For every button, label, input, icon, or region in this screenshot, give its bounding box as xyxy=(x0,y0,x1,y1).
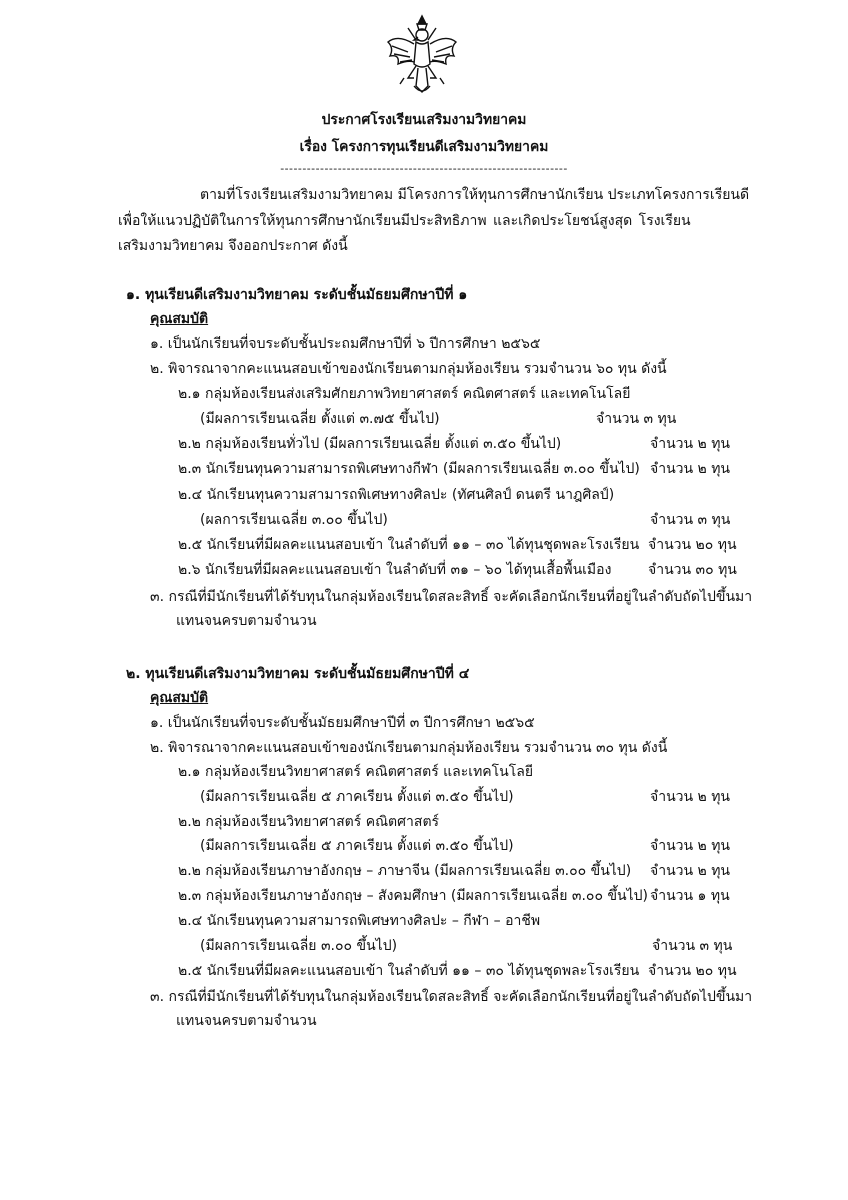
section-1-item-2-1-amount: จำนวน ๓ ทุน xyxy=(596,411,677,427)
section-1-item-2-2-amount: จำนวน ๒ ทุน xyxy=(650,436,730,452)
section-2-item-2-4-amount: จำนวน ๑ ทุน xyxy=(650,888,730,904)
section-2-item-2-6-amount: จำนวน ๒๐ ทุน xyxy=(648,963,737,979)
intro-line-1: ตามที่โรงเรียนเสริมงามวิทยาคม มีโครงการให้ทุนการศึกษานักเรียน ประเภทโครงการเรียนดี xyxy=(200,187,750,203)
section-2-item-2-1-amount: จำนวน ๒ ทุน xyxy=(650,789,730,805)
section-1-qualification-label: คุณสมบัติ xyxy=(150,311,209,327)
section-2-qualification-3: ๓. กรณีที่มีนักเรียนที่ได้รับทุนในกลุ่มห้องเรียนใดสละสิทธิ์ จะคัดเลือกนักเรียนที่อยู่ในลำดับถัดไปขึ้นมา xyxy=(150,989,753,1005)
section-1-qualification-3-cont: แทนจนครบตามจำนวน xyxy=(176,613,317,629)
announcement-subject: เรื่อง โครงการทุนเรียนดีเสริมงามวิทยาคม xyxy=(299,139,549,155)
section-1-item-2-4-condition: (ผลการเรียนเฉลี่ย ๓.๐๐ ขึ้นไป) xyxy=(200,512,388,528)
section-2-item-2-2: ๒.๒ กลุ่มห้องเรียนวิทยาศาสตร์ คณิตศาสตร์ xyxy=(178,814,440,830)
section-1-item-2-4-amount: จำนวน ๓ ทุน xyxy=(650,512,731,528)
section-1-qualification-1: ๑. เป็นนักเรียนที่จบระดับชั้นประถมศึกษาปีที่ ๖ ปีการศึกษา ๒๕๖๕ xyxy=(150,336,541,352)
section-1-item-2-4: ๒.๔ นักเรียนทุนความสามารถพิเศษทางศิลปะ (ทัศนศิลป์ ดนตรี นาฎศิลป์) xyxy=(178,487,615,503)
section-1-item-2-6: ๒.๖ นักเรียนที่มีผลคะแนนสอบเข้า ในลำดับที่ ๓๑ – ๖๐ ได้ทุนเสื้อพื้นเมือง xyxy=(178,562,612,578)
section-1-qualification-3: ๓. กรณีที่มีนักเรียนที่ได้รับทุนในกลุ่มห้องเรียนใดสละสิทธิ์ จะคัดเลือกนักเรียนที่อยู่ในลำดับถัดไปขึ้นมา xyxy=(150,589,753,605)
section-1-item-2-1: ๒.๑ กลุ่มห้องเรียนส่งเสริมศักยภาพวิทยาศาสตร์ คณิตศาสตร์ และเทคโนโลยี xyxy=(178,386,631,402)
section-2-item-2-3-amount: จำนวน ๒ ทุน xyxy=(650,863,730,879)
section-1-item-2-3: ๒.๓ นักเรียนทุนความสามารถพิเศษทางกีฬา (มีผลการเรียนเฉลี่ย ๓.๐๐ ขึ้นไป) xyxy=(178,461,640,477)
section-2-item-2-6: ๒.๕ นักเรียนที่มีผลคะแนนสอบเข้า ในลำดับที่ ๑๑ – ๓๐ ได้ทุนชุดพละโรงเรียน xyxy=(178,963,640,979)
intro-line-2: เพื่อให้แนวปฏิบัติในการให้ทุนการศึกษานักเรียนมีประสิทธิภาพ และเกิดประโยชน์สูงสุด โรงเรียน xyxy=(118,213,691,229)
section-1-item-2-1-condition: (มีผลการเรียนเฉลี่ย ตั้งแต่ ๓.๗๕ ขึ้นไป) xyxy=(200,411,440,427)
garuda-emblem-icon xyxy=(384,12,460,98)
section-2-heading: ๒. ทุนเรียนดีเสริมงามวิทยาคม ระดับชั้นมัธยมศึกษาปีที่ ๔ xyxy=(126,666,470,682)
section-2-item-2-1-condition: (มีผลการเรียนเฉลี่ย ๕ ภาคเรียน ตั้งแต่ ๓.๕๐ ขึ้นไป) xyxy=(200,789,514,805)
intro-line-3: เสริมงามวิทยาคม จึงออกประกาศ ดังนี้ xyxy=(118,238,348,254)
section-2-item-2-4: ๒.๓ กลุ่มห้องเรียนภาษาอังกฤษ – สังคมศึกษา (มีผลการเรียนเฉลี่ย ๓.๐๐ ขึ้นไป) xyxy=(178,888,648,904)
section-1-item-2-6-amount: จำนวน ๓๐ ทุน xyxy=(648,562,737,578)
section-1-item-2-5: ๒.๕ นักเรียนที่มีผลคะแนนสอบเข้า ในลำดับที่ ๑๑ – ๓๐ ได้ทุนชุดพละโรงเรียน xyxy=(178,537,640,553)
section-2-qualification-2: ๒. พิจารณาจากคะแนนสอบเข้าของนักเรียนตามกลุ่มห้องเรียน รวมจำนวน ๓๐ ทุน ดังนี้ xyxy=(150,740,668,756)
section-2-item-2-5-amount: จำนวน ๓ ทุน xyxy=(652,938,733,954)
section-1-item-2-5-amount: จำนวน ๒๐ ทุน xyxy=(648,537,737,553)
section-2-item-2-5: ๒.๔ นักเรียนทุนความสามารถพิเศษทางศิลปะ – กีฬา – อาชีพ xyxy=(178,913,541,929)
section-1-heading: ๑. ทุนเรียนดีเสริมงามวิทยาคม ระดับชั้นมัธยมศึกษาปีที่ ๑ xyxy=(126,287,468,303)
section-1-item-2-3-amount: จำนวน ๒ ทุน xyxy=(650,461,730,477)
section-1-item-2-2: ๒.๒ กลุ่มห้องเรียนทั่วไป (มีผลการเรียนเฉลี่ย ตั้งแต่ ๓.๕๐ ขึ้นไป) xyxy=(178,436,562,452)
section-2-qualification-label: คุณสมบัติ xyxy=(150,690,209,706)
section-2-item-2-1: ๒.๑ กลุ่มห้องเรียนวิทยาศาสตร์ คณิตศาสตร์ และเทคโนโลยี xyxy=(178,764,534,780)
section-2-item-2-3: ๒.๒ กลุ่มห้องเรียนภาษาอังกฤษ – ภาษาจีน (มีผลการเรียนเฉลี่ย ๓.๐๐ ขึ้นไป) xyxy=(178,863,632,879)
section-2-qualification-1: ๑. เป็นนักเรียนที่จบระดับชั้นมัธยมศึกษาปีที่ ๓ ปีการศึกษา ๒๕๖๕ xyxy=(150,715,535,731)
title-divider: ----------------------------------------------------------------- xyxy=(280,162,568,175)
section-2-item-2-2-amount: จำนวน ๒ ทุน xyxy=(650,838,730,854)
section-1-qualification-2: ๒. พิจารณาจากคะแนนสอบเข้าของนักเรียนตามกลุ่มห้องเรียน รวมจำนวน ๖๐ ทุน ดังนี้ xyxy=(150,361,667,377)
section-2-qualification-3-cont: แทนจนครบตามจำนวน xyxy=(176,1013,317,1029)
section-2-item-2-2-condition: (มีผลการเรียนเฉลี่ย ๕ ภาคเรียน ตั้งแต่ ๓.๕๐ ขึ้นไป) xyxy=(200,838,514,854)
announcement-title: ประกาศโรงเรียนเสริมงามวิทยาคม xyxy=(321,112,527,128)
section-2-item-2-5-condition: (มีผลการเรียนเฉลี่ย ๓.๐๐ ขึ้นไป) xyxy=(200,938,398,954)
